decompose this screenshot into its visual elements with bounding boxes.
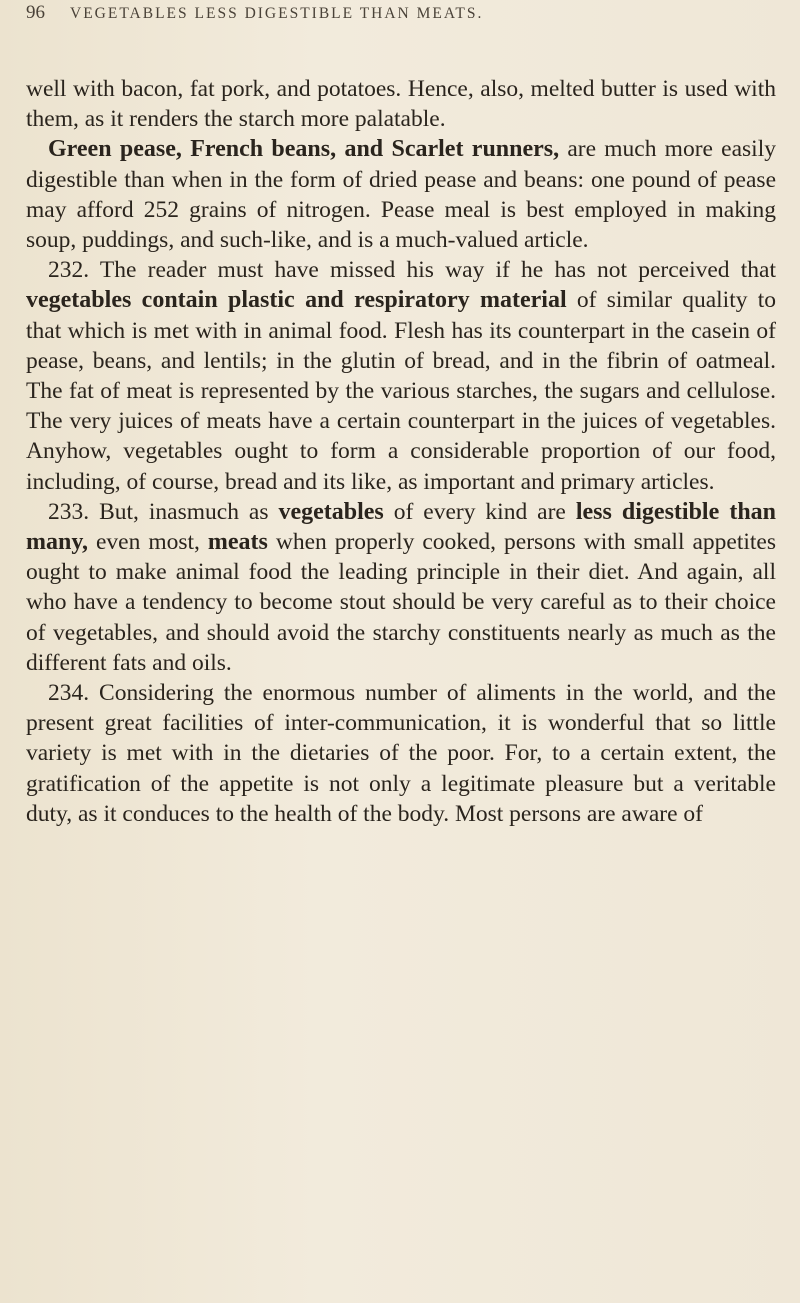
paragraph-text: Considering the enormous number of aliments in the world, and the present great facilities of inter-communication, it is wonderful that so little variety is met with in the dietaries of the poor. For, to a certain extent, the gratification of the appetite is not only a legitimate pleasure but a veritable duty, as it conduces to the health of the body. Most persons are aware of: [26, 680, 776, 827]
paragraph-text: well with bacon, fat pork, and potatoes. Hence, also, melted butter is used with them, as it renders the starch more palatable.: [26, 76, 776, 133]
paragraph-continued: [26, 74, 776, 134]
paragraph-234: [26, 678, 776, 829]
running-title: VEGETABLES LESS DIGESTIBLE THAN MEATS.: [70, 5, 484, 22]
emphasis-text: less digestible than many,: [26, 498, 777, 556]
paragraph-text: of similar quality to that which is met with in animal food. Flesh has its counterpart in the casein of pease, beans, and lentils; in the glutin of bread, and in the fibrin of oatmeal. The fat of meat is represented by the various starches, the sugars and cellulose. The very juices of meats have a certain counterpart in the juices of vegetables. Anyhow, vegetables ought to form a considerable proportion of our food, including, of course, bread and its like, as important and primary articles.: [26, 287, 777, 495]
emphasis-text: meats: [207, 529, 268, 556]
paragraph-232: [26, 255, 776, 497]
paragraph-number: 232.: [48, 257, 90, 284]
paragraph-text: The reader must have missed his way if he has not perceived that: [89, 257, 776, 284]
emphasis-text: Green pease, French beans, and Scarlet runners,: [48, 136, 560, 163]
paragraph-text: are much more easily digestible than when in the form of dried pease and beans: one pound of pease may afford 252 grains of nitrogen. Pease meal is best employed in making soup, puddings, and such-like, and is a much-valued article.: [26, 136, 776, 254]
paragraph-green-pease: [26, 134, 776, 255]
paragraph-text: of every kind are: [383, 498, 576, 525]
body-text: [26, 74, 776, 829]
paragraph-text: when properly cooked, persons with small appetites ought to make animal food the leading principle in their diet. And again, all who have a tendency to become stout should be very careful as to their choice of vegetables, and should avoid the starchy constituents nearly as much as the different fats and oils.: [26, 529, 776, 676]
paragraph-number: 233.: [48, 498, 90, 525]
running-head: [26, 2, 776, 42]
paragraph-text: But, inasmuch as: [89, 498, 279, 525]
emphasis-text: vegetables: [278, 498, 384, 525]
paragraph-text: even most,: [88, 529, 208, 556]
page-number: 96: [26, 2, 45, 23]
emphasis-text: vegetables contain plastic and respiratory material: [26, 287, 567, 314]
paragraph-233: [26, 497, 776, 678]
paragraph-number: 234.: [48, 680, 90, 707]
